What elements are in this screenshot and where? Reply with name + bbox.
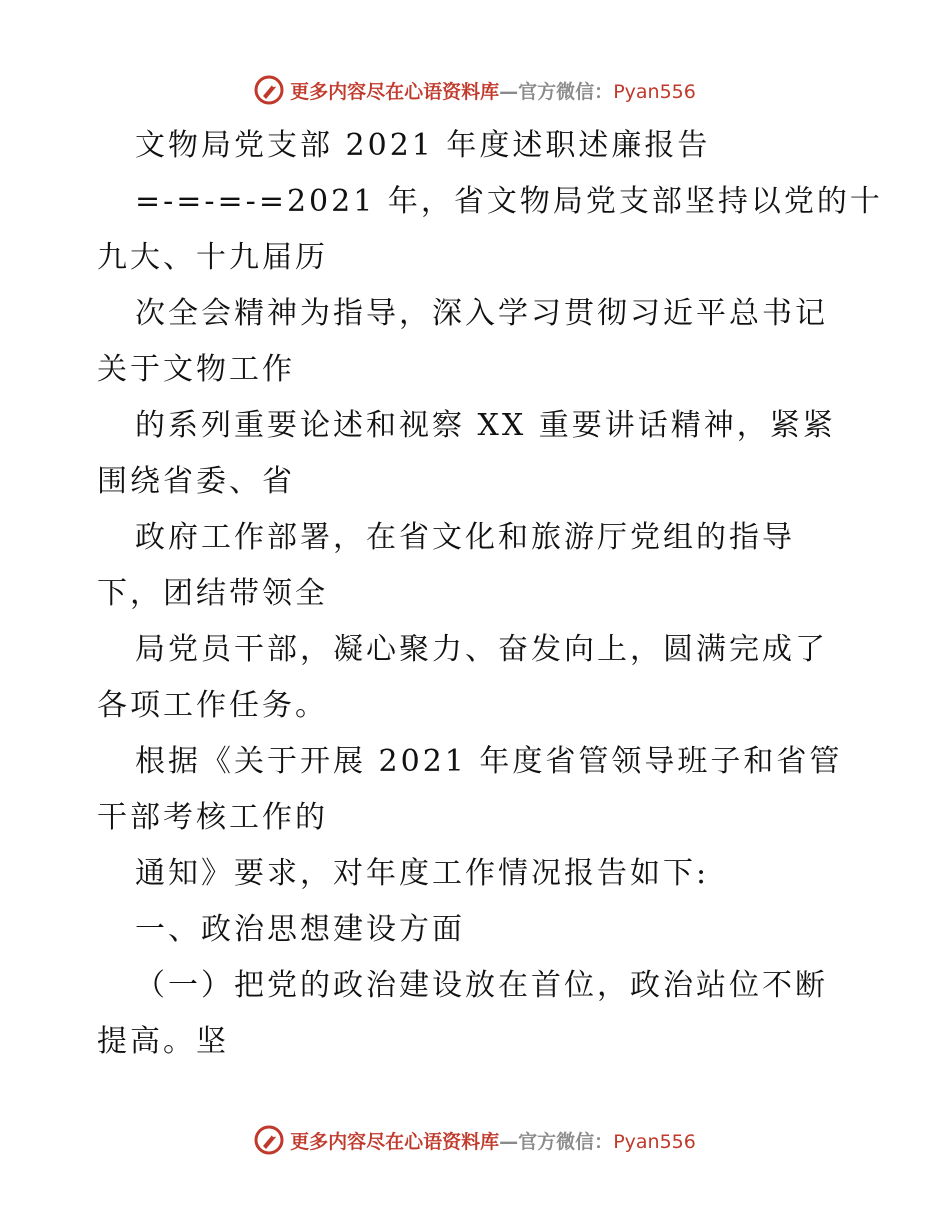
paragraph-line: 围绕省委、省: [97, 464, 295, 499]
paragraph-line: 根据《关于开展 2021 年度省管领导班子和省管: [135, 744, 843, 779]
subsection-heading: （一）把党的政治建设放在首位，政治站位不断: [135, 968, 828, 1003]
banner-dash: —: [499, 80, 519, 103]
paragraph-line: 各项工作任务。: [97, 688, 328, 723]
wechat-label: 官方微信：: [518, 1130, 614, 1153]
wechat-label: 官方微信：: [518, 80, 614, 103]
paragraph-line: 下，团结带领全: [97, 576, 328, 611]
pen-nib-logo-icon: [254, 1125, 284, 1155]
header-banner: [0, 70, 950, 110]
promo-text: 更多内容尽在心语资料库: [290, 1130, 500, 1153]
wechat-id: Pyan556: [613, 80, 696, 103]
promo-text: 更多内容尽在心语资料库: [290, 80, 500, 103]
wechat-id: Pyan556: [613, 1130, 696, 1153]
document-body: [97, 118, 883, 1070]
paragraph-line: 局党员干部，凝心聚力、奋发向上，圆满完成了: [135, 632, 828, 667]
paragraph-line: 九大、十九届历: [97, 240, 328, 275]
paragraph-line: =-=-=-=2021 年，省文物局党支部坚持以党的十: [135, 184, 883, 219]
paragraph-line: 政府工作部署，在省文化和旅游厅党组的指导: [135, 520, 795, 555]
paragraph-line: 关于文物工作: [97, 352, 295, 387]
section-heading: 一、政治思想建设方面: [135, 912, 465, 947]
banner-text: [290, 77, 696, 104]
paragraph-line: 干部考核工作的: [97, 800, 328, 835]
paragraph-line: 提高。坚: [97, 1024, 229, 1059]
paragraph-line: 通知》要求，对年度工作情况报告如下:: [135, 856, 710, 891]
banner-text: [290, 1127, 696, 1154]
footer-banner: [0, 1120, 950, 1160]
paragraph-line: 的系列重要论述和视察 XX 重要讲话精神，紧紧: [135, 408, 836, 443]
pen-nib-logo-icon: [254, 75, 284, 105]
doc-title: 文物局党支部 2021 年度述职述廉报告: [135, 128, 711, 163]
paragraph-line: 次全会精神为指导，深入学习贯彻习近平总书记: [135, 296, 828, 331]
banner-dash: —: [499, 1130, 519, 1153]
